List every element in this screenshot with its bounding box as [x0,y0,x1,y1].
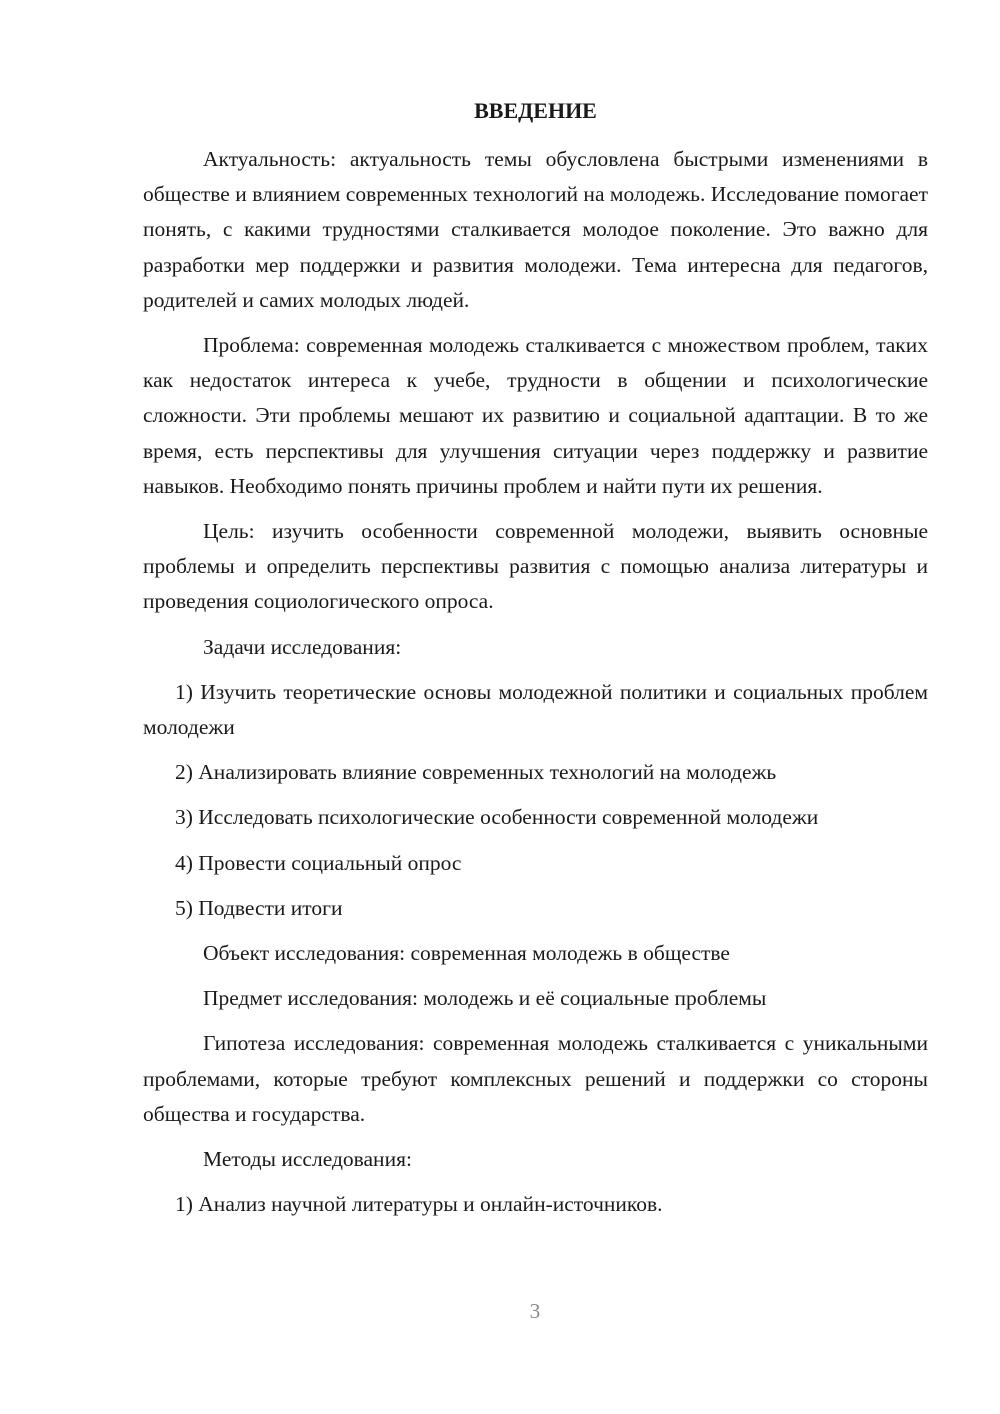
task-item-4: 4) Провести социальный опрос [175,850,462,875]
task-item-3: 3) Исследовать психологические особенности современной молодежи [175,805,819,830]
methods-heading: Методы исследования: [203,1147,412,1172]
task-item-2: 2) Анализировать влияние современных технологий на молодежь [175,760,777,785]
method-item-1: 1) Анализ научной литературы и онлайн-источников. [175,1192,663,1217]
page-number: 3 [529,1299,541,1323]
tasks-heading: Задачи исследования: [203,634,402,659]
relevance-paragraph: Актуальность: актуальность темы обусловлена быстрыми изменениями в обществе и влиянием современных технологий на молодежь. Исследование помогает понять, с какими трудностями сталкивается молодое поколение. Это важно для разработки мер поддержки и развития молодежи. Тема интересна для педагогов, родителей и самих молодых людей. [143,147,928,312]
task-item-5: 5) Подвести итоги [175,895,343,920]
research-object: Объект исследования: современная молодежь в обществе [203,941,730,966]
goal-paragraph: Цель: изучить особенности современной молодежи, выявить основные проблемы и определить перспективы развития с помощью анализа литературы и проведения социологического опроса. [143,519,928,614]
task-item-1: 1) Изучить теоретические основы молодежной политики и социальных проблем молодежи [143,679,928,740]
hypothesis-paragraph: Гипотеза исследования: современная молодежь сталкивается с уникальными проблемами, которые требуют комплексных решений и поддержки со стороны общества и государства. [143,1031,928,1126]
page-content [143,93,928,1232]
section-title: ВВЕДЕНИЕ [474,98,597,123]
research-subject: Предмет исследования: молодежь и её социальные проблемы [203,986,767,1011]
problem-paragraph: Проблема: современная молодежь сталкивается с множеством проблем, таких как недостаток интереса к учебе, трудности в общении и психологические сложности. Эти проблемы мешают их развитию и социальной адаптации. В то же время, есть перспективы для улучшения ситуации через поддержку и развитие навыков. Необходимо понять причины проблем и найти пути их решения. [143,333,928,498]
